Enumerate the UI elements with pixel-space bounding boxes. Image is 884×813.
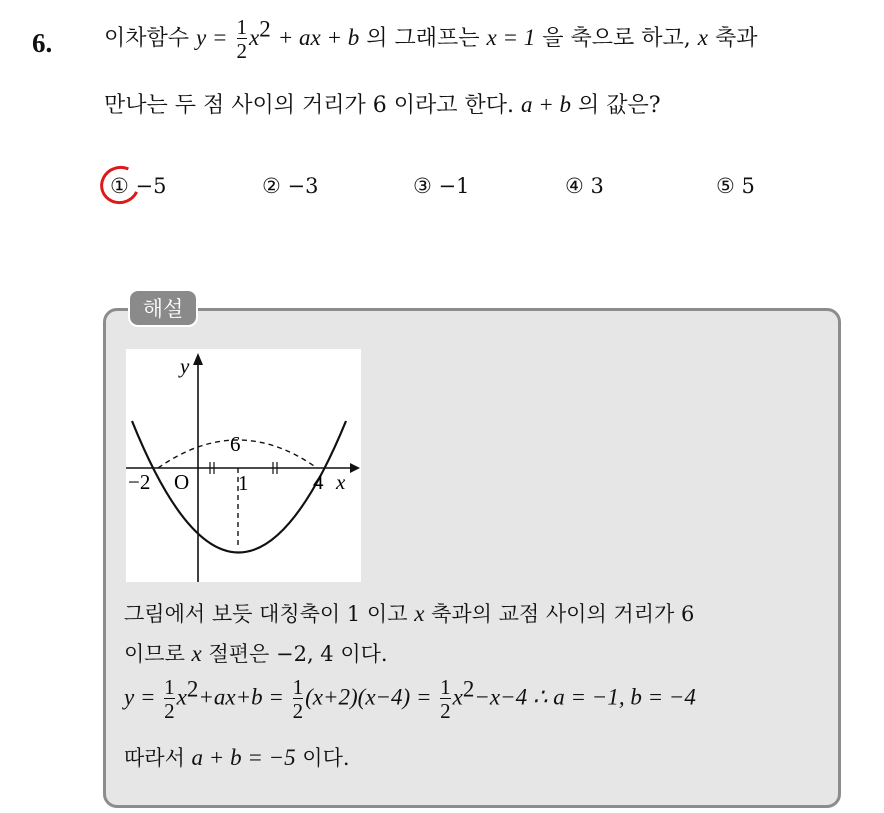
distance-label: 6 — [230, 432, 241, 456]
choice-5[interactable] — [716, 174, 755, 198]
solution-math: x — [452, 684, 463, 710]
solution-math: (x+2)(x−4) = — [305, 684, 432, 710]
solution-math: a + b = −5 — [191, 745, 296, 770]
choice-mark: ④ — [565, 174, 584, 198]
solution-text: 절편은 −2, 4 이다. — [208, 642, 388, 666]
fraction-numerator: 1 — [292, 675, 304, 699]
choice-mark: ⑤ — [716, 174, 735, 198]
axis-equation: x = 1 — [486, 25, 536, 51]
solution-line-3 — [124, 676, 696, 722]
choice-mark: ② — [262, 174, 281, 198]
equation-exponent: 2 — [259, 16, 271, 42]
solution-text: 그림에서 보듯 대칭축이 1 이고 — [124, 602, 408, 626]
question-text: 만나는 두 점 사이의 거리가 6 이라고 한다. — [104, 93, 514, 118]
choice-value: −1 — [438, 174, 470, 198]
x-variable: x — [414, 601, 425, 626]
solution-line-2 — [124, 638, 388, 668]
y-axis-label: y — [180, 354, 190, 378]
fraction-denominator: 2 — [164, 699, 175, 724]
choice-3[interactable] — [413, 174, 469, 198]
equation-exponent: 2 — [462, 676, 475, 702]
equation-exponent: 2 — [186, 676, 199, 702]
question-text: 을 축으로 하고, — [542, 26, 691, 52]
fraction-half — [293, 676, 304, 722]
graph-svg — [126, 349, 361, 582]
fraction-half — [440, 676, 451, 722]
x-axis-label: x — [336, 470, 346, 494]
question-number: 6. — [32, 28, 53, 58]
question-line-1 — [104, 16, 757, 76]
y-axis-arrow — [193, 353, 203, 365]
solution-math: +ax+b = — [198, 684, 284, 710]
x-variable: x — [697, 25, 708, 51]
x-axis-arrow — [350, 463, 360, 473]
right-root-label: 4 — [313, 470, 324, 494]
solution-tag: 해설 — [128, 289, 198, 327]
solution-line-1 — [124, 598, 694, 628]
question-text: 이차함수 — [104, 26, 190, 52]
left-root-label: −2 — [128, 470, 151, 494]
equation-lhs: y = — [196, 25, 228, 51]
fraction-numerator: 1 — [164, 675, 175, 699]
choice-mark: ① — [110, 174, 129, 198]
fraction-numerator: 1 — [440, 675, 451, 699]
choice-2[interactable] — [262, 174, 318, 198]
solution-text: 이므로 — [124, 642, 185, 666]
choice-value: 5 — [741, 174, 755, 198]
solution-text: 따라서 — [124, 746, 185, 770]
choice-value: 3 — [590, 174, 604, 198]
fraction-denominator: 2 — [292, 699, 304, 724]
solution-math: −x−4 ∴ a = −1, b = −4 — [474, 684, 696, 710]
choice-4[interactable] — [565, 174, 604, 198]
solution-line-4 — [124, 742, 350, 772]
fraction-half — [237, 16, 248, 62]
equation-rest: + ax + b — [277, 25, 360, 51]
choice-mark: ③ — [413, 174, 432, 198]
x-variable: x — [191, 641, 202, 666]
equation-x: x — [249, 25, 260, 51]
solution-math: x — [176, 684, 187, 710]
fraction-half — [164, 676, 175, 722]
fraction-numerator: 1 — [236, 15, 247, 39]
question-text: 의 그래프는 — [366, 26, 480, 52]
question-line-2 — [104, 88, 661, 119]
question-text: 의 값은? — [578, 93, 661, 118]
fraction-denominator: 2 — [236, 39, 247, 64]
parabola-graph — [126, 349, 361, 582]
choice-value: −5 — [135, 174, 167, 198]
solution-math: y = — [124, 684, 156, 710]
origin-label: O — [174, 470, 190, 494]
expression-a-plus-b: a + b — [520, 92, 572, 117]
solution-text: 축과의 교점 사이의 거리가 6 — [431, 602, 695, 626]
question-text: 축과 — [714, 26, 758, 52]
fraction-denominator: 2 — [440, 699, 451, 724]
axis-value-label: 1 — [238, 471, 249, 495]
solution-text: 이다. — [302, 746, 350, 770]
choice-value: −3 — [287, 174, 319, 198]
